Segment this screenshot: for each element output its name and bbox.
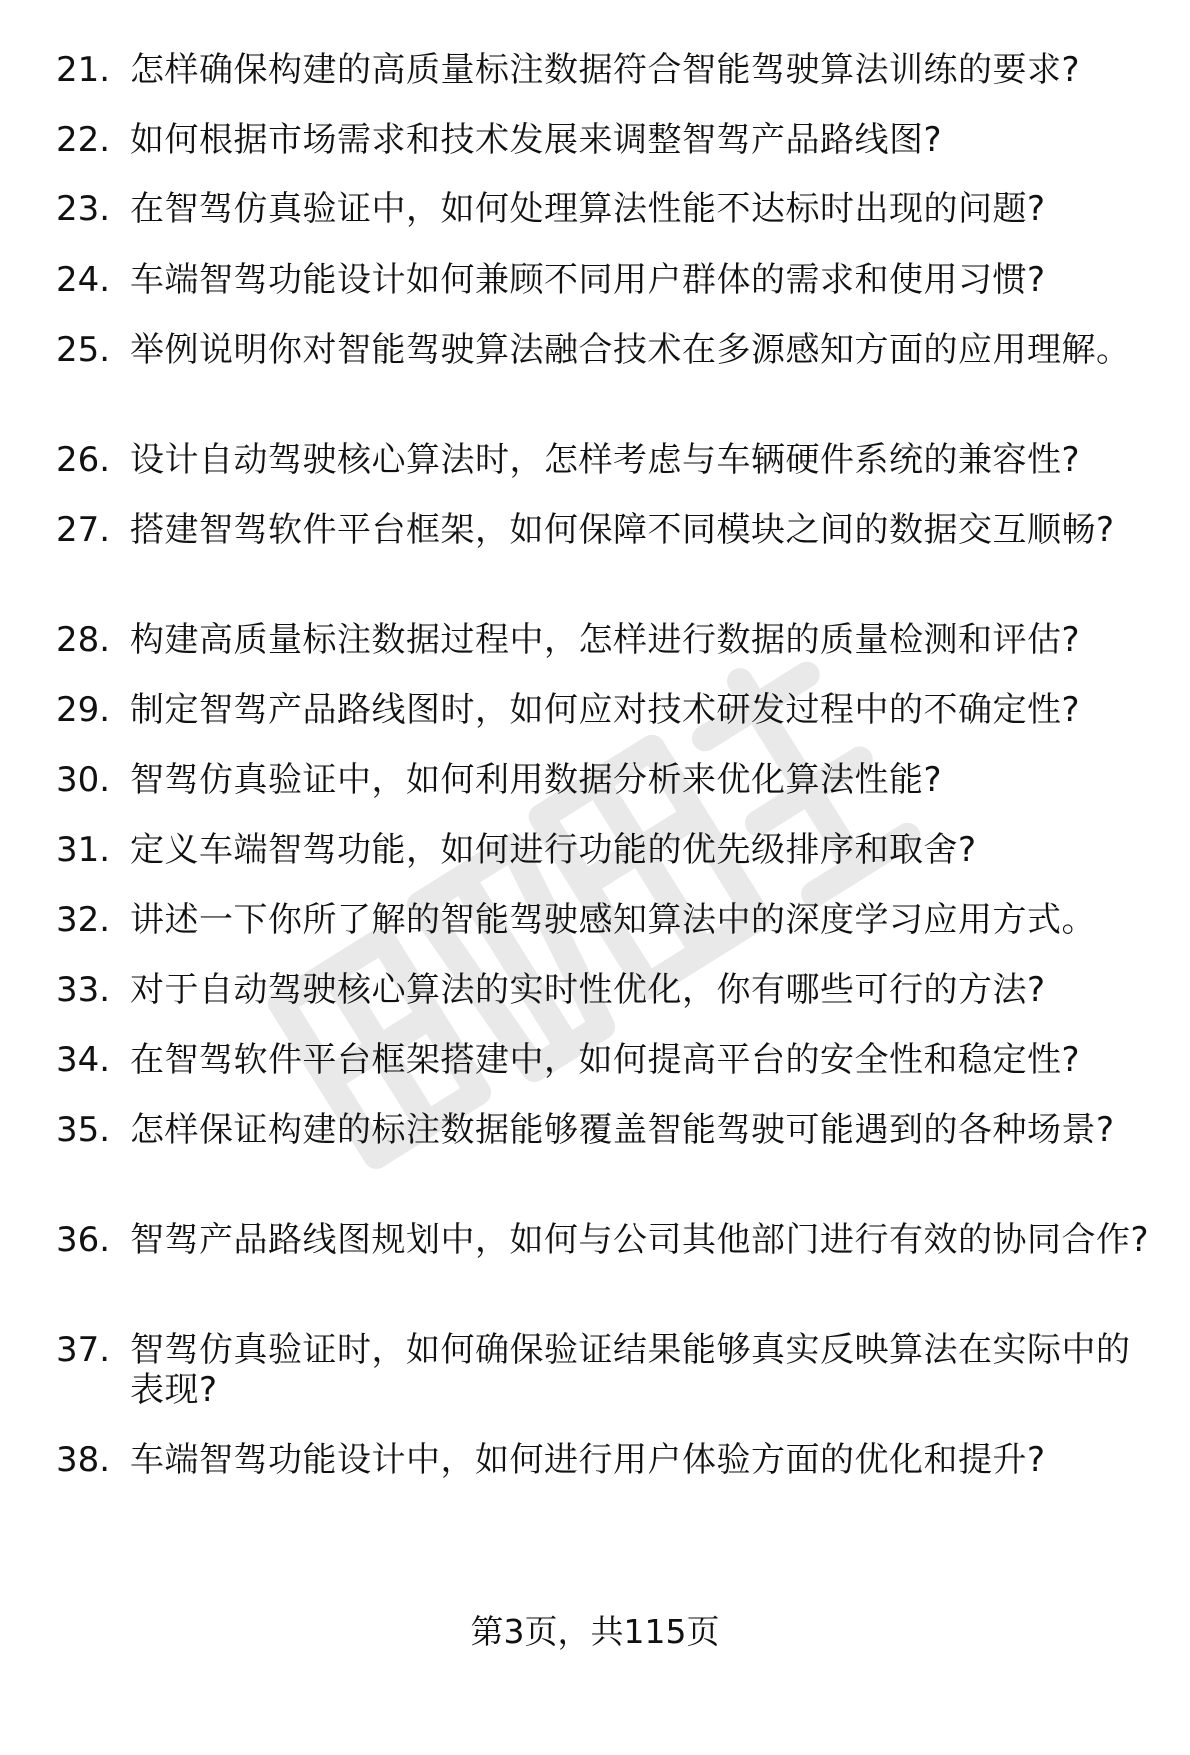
question-number: 30.	[56, 760, 111, 800]
question-item-38	[56, 1440, 1156, 1480]
question-number: 24.	[56, 260, 111, 300]
question-number: 34.	[56, 1040, 111, 1080]
question-number: 27.	[56, 510, 111, 550]
question-item-30	[56, 760, 1156, 800]
question-item-26	[56, 440, 1156, 480]
question-number: 28.	[56, 620, 111, 660]
question-text: 设计自动驾驶核心算法时，怎样考虑与车辆硬件系统的兼容性?	[130, 440, 1081, 480]
question-item-27	[56, 510, 1156, 550]
question-text: 构建高质量标注数据过程中，怎样进行数据的质量检测和评估?	[130, 620, 1081, 660]
question-number: 32.	[56, 900, 111, 940]
question-text: 在智驾软件平台框架搭建中，如何提高平台的安全性和稳定性?	[130, 1040, 1081, 1080]
question-text: 怎样保证构建的标注数据能够覆盖智能驾驶可能遇到的各种场景?	[130, 1110, 1115, 1150]
question-number: 22.	[56, 120, 111, 160]
question-text: 智驾仿真验证中，如何利用数据分析来优化算法性能?	[130, 760, 943, 800]
question-item-24	[56, 260, 1156, 300]
question-item-25	[56, 330, 1156, 370]
question-item-33	[56, 970, 1156, 1010]
question-text: 车端智驾功能设计中，如何进行用户体验方面的优化和提升?	[130, 1440, 1046, 1480]
question-text: 讲述一下你所了解的智能驾驶感知算法中的深度学习应用方式。	[130, 900, 1096, 940]
question-item-37	[56, 1330, 1156, 1410]
question-item-29	[56, 690, 1156, 730]
question-number: 23.	[56, 189, 111, 229]
question-item-36	[56, 1220, 1156, 1260]
page-number-footer: 第3页，共115页	[470, 1612, 720, 1651]
question-item-21	[56, 50, 1156, 90]
question-text: 在智驾仿真验证中，如何处理算法性能不达标时出现的问题?	[130, 189, 1046, 229]
question-text: 举例说明你对智能驾驶算法融合技术在多源感知方面的应用理解。	[130, 330, 1131, 370]
question-text: 智驾仿真验证时，如何确保验证结果能够真实反映算法在实际中的表现?	[130, 1330, 1131, 1410]
question-number: 36.	[56, 1220, 111, 1260]
question-number: 29.	[56, 690, 111, 730]
question-number: 33.	[56, 970, 111, 1010]
question-number: 21.	[56, 50, 111, 90]
question-text: 搭建智驾软件平台框架，如何保障不同模块之间的数据交互顺畅?	[130, 510, 1115, 550]
question-item-34	[56, 1040, 1156, 1080]
question-item-35	[56, 1110, 1156, 1150]
question-number: 26.	[56, 440, 111, 480]
question-text: 怎样确保构建的高质量标注数据符合智能驾驶算法训练的要求?	[130, 50, 1081, 90]
question-text: 定义车端智驾功能，如何进行功能的优先级排序和取舍?	[130, 830, 977, 870]
question-number: 38.	[56, 1440, 111, 1480]
question-number: 37.	[56, 1330, 111, 1370]
question-number: 35.	[56, 1110, 111, 1150]
question-text: 车端智驾功能设计如何兼顾不同用户群体的需求和使用习惯?	[130, 260, 1046, 300]
question-item-28	[56, 620, 1156, 660]
question-item-32	[56, 900, 1156, 940]
question-item-23	[56, 189, 1156, 229]
question-text: 如何根据市场需求和技术发展来调整智驾产品路线图?	[130, 120, 943, 160]
question-text: 制定智驾产品路线图时，如何应对技术研发过程中的不确定性?	[130, 690, 1081, 730]
question-number: 31.	[56, 830, 111, 870]
question-item-22	[56, 120, 1156, 160]
question-text: 对于自动驾驶核心算法的实时性优化，你有哪些可行的方法?	[130, 970, 1046, 1010]
question-text: 智驾产品路线图规划中，如何与公司其他部门进行有效的协同合作?	[130, 1220, 1150, 1260]
question-item-31	[56, 830, 1156, 870]
question-number: 25.	[56, 330, 111, 370]
